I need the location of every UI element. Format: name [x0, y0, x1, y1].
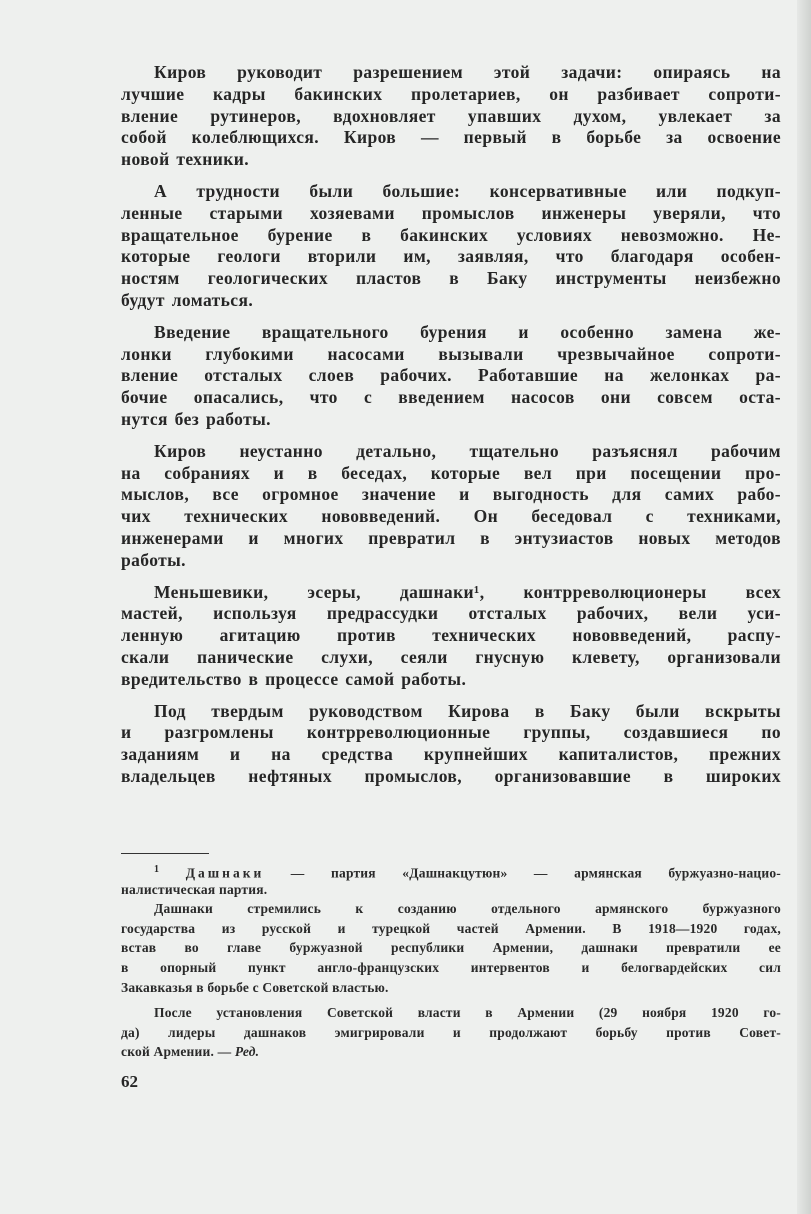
paragraph	[121, 441, 781, 572]
text-line: бочие опасались, что с введением насосов они совсем оста-	[121, 387, 781, 408]
text-line: и разгромлены контрреволюционные группы, создавшиеся по	[121, 722, 781, 743]
text-line: вращательное бурение в бакинских условиях невозможно. Не-	[121, 224, 781, 245]
footnote-line	[121, 938, 781, 958]
footnote-marker: 1	[154, 864, 160, 875]
footnote-text: Дашнаки стремились к созданию отдельного армянского буржуазного	[154, 901, 781, 917]
page-edge-shadow	[797, 0, 811, 1214]
text-line: мыслов, все огромное значение и выгодность для самих рабо-	[121, 484, 781, 505]
text-line: Меньшевики, эсеры, дашнаки¹, контрреволюционеры всех	[154, 581, 781, 602]
footnote-text: государства из русской и турецкой частей Армении. В 1918—1920 годах,	[121, 920, 781, 936]
footnote-paragraph	[121, 899, 781, 997]
text-line: Введение вращательного бурения и особенно замена же-	[154, 321, 781, 342]
text-line: новой техники.	[121, 149, 250, 170]
footnote-term: Дашнаки	[185, 865, 265, 881]
paragraph	[121, 181, 781, 312]
text-line: заданиям и на средства крупнейших капиталистов, прежних	[121, 744, 781, 765]
page-number: 62	[121, 1072, 138, 1091]
footnotes	[121, 860, 781, 1062]
paragraph	[121, 62, 781, 171]
footnote-text: Закавказья в борьбе с Советской властью.	[121, 979, 389, 995]
main-text	[121, 62, 781, 788]
footnote-1	[121, 860, 781, 899]
text-line: на собраниях и в беседах, которые вел при посещении про-	[121, 462, 781, 483]
footnote-text: да) лидеры дашнаков эмигрировали и продолжают борьбу против Совет-	[121, 1024, 781, 1040]
editor-mark: Ред.	[234, 1044, 260, 1060]
footnote-paragraph	[121, 1003, 781, 1062]
footnote-text: в опорный пункт англо-французских интервентов и белогвардейских сил	[121, 959, 781, 975]
text-line: мастей, используя предрассудки отсталых рабочих, вели уси-	[121, 603, 781, 624]
text-line: работы.	[121, 549, 186, 570]
text-line: Под твердым руководством Кирова в Баку были вскрыты	[154, 700, 781, 721]
text-line: вление рутинеров, вдохновляет упавших духом, увлекает за	[121, 105, 781, 126]
text-line: ностям геологических пластов в Баку инструменты неизбежно	[121, 268, 781, 289]
text-line: вредительство в процессе самой работы.	[121, 668, 467, 689]
text-line: лонки глубокими насосами вызывали чрезвычайное сопроти-	[121, 343, 781, 364]
text-line: будут ломаться.	[121, 289, 254, 310]
footnote-text: ской Армении. —	[121, 1044, 232, 1060]
text-line: лучшие кадры бакинских пролетариев, он разбивает сопроти-	[121, 83, 781, 104]
footnote-line	[121, 860, 781, 880]
footnote-line	[121, 919, 781, 939]
paragraph	[121, 322, 781, 431]
text-line: ленные старыми хозяевами промыслов инженеры уверяли, что	[121, 202, 781, 223]
text-line: собой колеблющихся. Киров — первый в борьбе за освоение	[121, 127, 781, 148]
footnote-line	[121, 1023, 781, 1043]
footnote-text: встав во главе буржуазной республики Армении, дашнаки превратили ее	[121, 940, 781, 956]
footnote-line	[121, 899, 781, 919]
paragraph	[121, 701, 781, 788]
text-line: ленную агитацию против технических нововведений, распу-	[121, 625, 781, 646]
footnote-text: После установления Советской власти в Армении (29 ноября 1920 го-	[154, 1005, 781, 1021]
text-line: нутся без работы.	[121, 408, 271, 429]
footnote-line	[121, 958, 781, 978]
footnote-line	[121, 1042, 781, 1062]
text-line: Киров руководит разрешением этой задачи: опираясь на	[154, 62, 781, 82]
text-line: А трудности были большие: консервативные или подкуп-	[154, 180, 781, 201]
text-line: которые геологи вторили им, заявляя, что благодаря особен-	[121, 246, 781, 267]
footnote-line	[121, 1003, 781, 1023]
paragraph	[121, 582, 781, 691]
text-line: инженерами и многих превратил в энтузиастов новых методов	[121, 527, 781, 548]
text-line: владельцев нефтяных промыслов, организовавшие в широких	[121, 765, 781, 786]
text-line: чих технических нововведений. Он беседовал с техниками,	[121, 506, 781, 527]
text-line: скали панические слухи, сеяли гнусную клевету, организовали	[121, 646, 781, 667]
footnote-line	[121, 978, 781, 998]
text-line: Киров неустанно детально, тщательно разъяснял рабочим	[154, 440, 781, 461]
footnote-line: налистическая партия.	[121, 881, 268, 897]
footnote-divider	[121, 853, 209, 854]
text-line: вление отсталых слоев рабочих. Работавшие на желонках ра-	[121, 365, 781, 386]
footnote-text: — партия «Дашнакцутюн» — армянская буржуазно-нацио-	[290, 865, 782, 881]
